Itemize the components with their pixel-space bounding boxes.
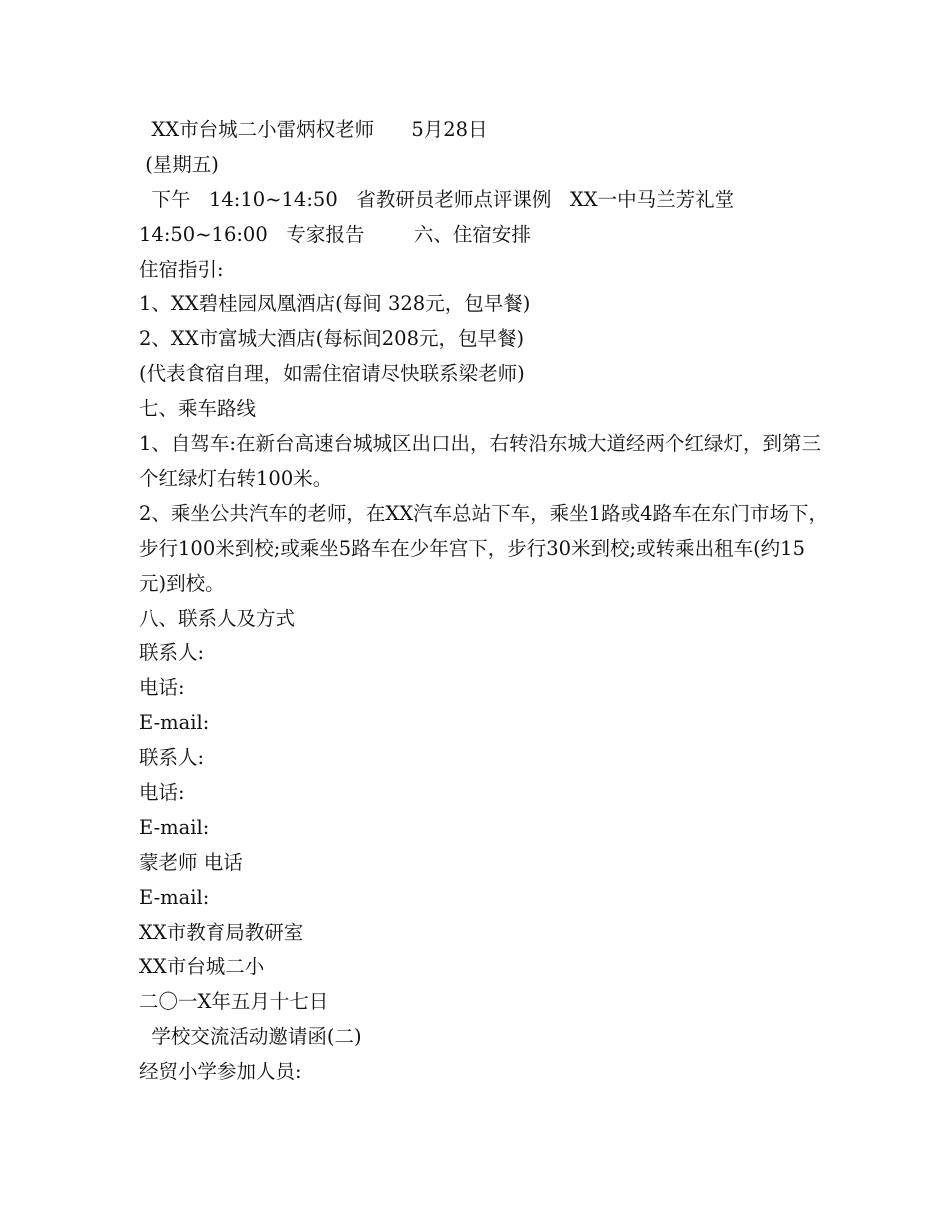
text-line: (代表食宿自理，如需住宿请尽快联系梁老师) — [139, 362, 525, 386]
email-label: E-mail: — [139, 711, 210, 735]
text-line: 下午 14:10~14:50 省教研员老师点评课例 XX一中马兰芳礼堂 — [139, 187, 735, 211]
text-line: 2、XX市富城大酒店(每标间208元，包早餐) — [139, 327, 525, 351]
section-heading: 八、联系人及方式 — [139, 606, 296, 630]
document-body — [139, 113, 829, 1090]
paragraph-bus: 2、乘坐公共汽车的老师，在XX汽车总站下车，乘坐1路或4路车在东门市场下，步行100米到校;或乘坐5路车在少年宫下，步行30米到校;或转乘出租车(约15元)到校。 — [139, 501, 828, 595]
text-line: 14:50~16:00 专家报告 六、住宿安排 — [139, 222, 531, 246]
document-title: 学校交流活动邀请函(二) — [139, 1025, 362, 1049]
email-label: E-mail: — [139, 885, 210, 909]
contact-line: 蒙老师 电话 — [139, 850, 243, 874]
text-line: 住宿指引: — [139, 257, 224, 281]
text-line: 经贸小学参加人员: — [139, 1060, 302, 1084]
phone-label: 电话: — [139, 676, 185, 700]
organization-name: XX市教育局教研室 — [139, 920, 304, 944]
text-line: XX市台城二小雷炳权老师 5月28日 — [139, 118, 488, 141]
email-label: E-mail: — [139, 815, 210, 839]
document-date: 二〇一X年五月十七日 — [139, 990, 329, 1014]
section-heading: 七、乘车路线 — [139, 397, 257, 421]
paragraph-drive: 1、自驾车:在新台高速台城城区出口出，右转沿东城大道经两个红绿灯，到第三个红绿灯右转100米。 — [139, 432, 821, 490]
phone-label: 电话: — [139, 781, 185, 804]
text-line: (星期五) — [139, 152, 219, 176]
text-line: 1、XX碧桂园凤凰酒店(每间 328元，包早餐) — [139, 292, 531, 316]
contact-label: 联系人: — [139, 746, 205, 770]
organization-name: XX市台城二小 — [139, 955, 265, 979]
contact-label: 联系人: — [139, 641, 205, 665]
